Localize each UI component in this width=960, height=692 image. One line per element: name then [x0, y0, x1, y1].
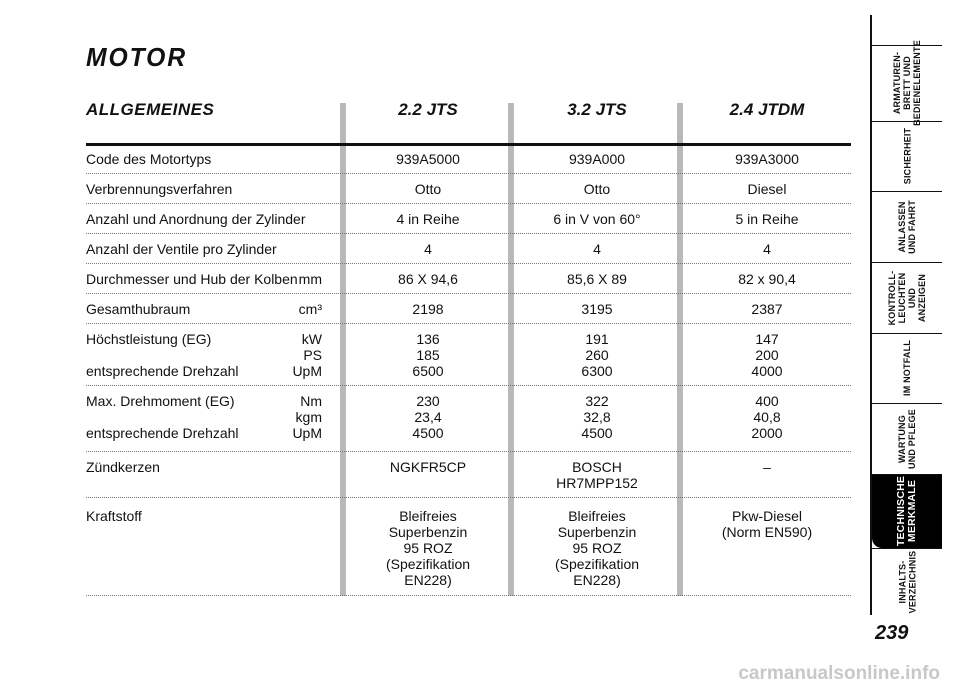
row-unit: kW PS UpM [292, 331, 322, 379]
row-label: Verbrennungsverfahren [86, 181, 233, 197]
sidebar-tab-label: KONTROLL- LEUCHTEN UND ANZEIGEN [887, 270, 927, 325]
table-cell: 4 [593, 241, 601, 257]
table-cell: Pkw-Diesel (Norm EN590) [721, 508, 813, 540]
sidebar-tab[interactable] [872, 333, 942, 403]
table-cell: 2198 [412, 301, 444, 317]
column-header-2-4-jtdm: 2.4 JTDM [729, 100, 805, 119]
table-cell: NGKFR5CP [389, 459, 467, 475]
row-separator [86, 451, 851, 452]
row-label: Code des Motortyps [86, 151, 212, 167]
row-unit: mm [298, 271, 322, 287]
sidebar-tab[interactable] [872, 191, 942, 262]
sidebar-tab-label: IM NOTFALL [902, 340, 912, 396]
table-cell: 322 32,8 4500 [581, 393, 613, 441]
row-separator [86, 203, 851, 204]
table-cell: 147 200 4000 [751, 331, 783, 379]
table-cell: 4 [763, 241, 771, 257]
table-cell: 3195 [581, 301, 613, 317]
table-cell: 191 260 6300 [581, 331, 613, 379]
table-cell: 86 X 94,6 [398, 271, 458, 287]
watermark: carmanualsonline.info [738, 663, 940, 684]
row-label: Durchmesser und Hub der Kolben [86, 271, 298, 287]
sidebar-tab-separator [872, 262, 942, 263]
row-separator [86, 595, 851, 596]
sidebar-tab-label: WARTUNG UND PFLEGE [896, 408, 917, 469]
row-separator [86, 497, 851, 498]
sidebar-tab-separator [872, 548, 942, 549]
sidebar-tab-separator [872, 191, 942, 192]
sidebar-tab-separator [872, 333, 942, 334]
column-divider [340, 103, 346, 596]
row-label: Anzahl und Anordnung der Zylinder [86, 211, 306, 227]
table-cell: – [763, 459, 771, 475]
table-cell: 400 40,8 2000 [751, 393, 783, 441]
table-cell: 4 [424, 241, 432, 257]
section-heading: ALLGEMEINES [86, 100, 215, 119]
table-cell: Diesel [747, 181, 787, 197]
row-label: Kraftstoff [86, 508, 142, 524]
sidebar-tab[interactable] [872, 548, 942, 615]
row-unit: cm³ [298, 301, 322, 317]
table-cell: Otto [414, 181, 442, 197]
row-label: Anzahl der Ventile pro Zylinder [86, 241, 277, 257]
column-header-3-2-jts: 3.2 JTS [567, 100, 627, 119]
sidebar-tab-separator [872, 403, 942, 404]
sidebar-tab-separator [872, 121, 942, 122]
table-cell: 939A5000 [396, 151, 460, 167]
table-cell: 82 x 90,4 [738, 271, 796, 287]
sidebar-tab-label: ANLASSEN UND FAHRT [896, 199, 917, 254]
sidebar-tab[interactable] [872, 262, 942, 333]
table-cell: Bleifreies Superbenzin 95 ROZ (Spezifikation EN228) [385, 508, 471, 588]
column-header-2-2-jts: 2.2 JTS [398, 100, 458, 119]
table-cell: 2387 [751, 301, 783, 317]
sidebar-tab-label: ARMATUREN- BRETT UND BEDIENELEMENTE [892, 40, 922, 126]
column-divider [677, 103, 683, 596]
table-cell: 85,6 X 89 [567, 271, 627, 287]
table-cell: 136 185 6500 [412, 331, 444, 379]
sidebar-tab-label: TECHNISCHE MERKMALE [895, 475, 919, 547]
column-divider [508, 103, 514, 596]
table-cell: Otto [583, 181, 611, 197]
table-cell: 4 in Reihe [396, 211, 460, 227]
table-cell: 939A3000 [735, 151, 799, 167]
row-separator [86, 323, 851, 324]
page-title: MOTOR [86, 42, 187, 72]
row-separator [86, 263, 851, 264]
row-label: Gesamthubraum [86, 301, 191, 317]
row-label: Max. Drehmoment (EG) entsprechende Drehzahl [86, 393, 239, 441]
table-cell: 6 in V von 60° [553, 211, 641, 227]
row-separator [86, 173, 851, 174]
sidebar-tab-separator [872, 45, 942, 46]
sidebar-tab-separator [872, 474, 942, 475]
row-label: Höchstleistung (EG) entsprechende Drehzahl [86, 331, 239, 379]
row-separator [86, 385, 851, 386]
sidebar-tab-label: INHALTS- VERZEICHNIS [897, 550, 917, 613]
table-cell: 5 in Reihe [735, 211, 799, 227]
row-separator [86, 233, 851, 234]
table-cell: 939A000 [568, 151, 626, 167]
row-unit: Nm kgm UpM [292, 393, 322, 441]
table-cell: Bleifreies Superbenzin 95 ROZ (Spezifikation EN228) [554, 508, 640, 588]
row-label: Zündkerzen [86, 459, 160, 475]
sidebar-tab[interactable] [872, 40, 942, 126]
header-rule [86, 143, 851, 146]
row-separator [86, 293, 851, 294]
table-cell: BOSCH HR7MPP152 [556, 459, 638, 491]
sidebar-tab[interactable] [872, 121, 942, 191]
sidebar-tab-label: SICHERHEIT [901, 127, 912, 185]
sidebar-tab[interactable] [872, 403, 942, 474]
sidebar-tab[interactable] [872, 474, 942, 548]
page-number: 239 [875, 622, 909, 644]
table-cell: 230 23,4 4500 [412, 393, 444, 441]
